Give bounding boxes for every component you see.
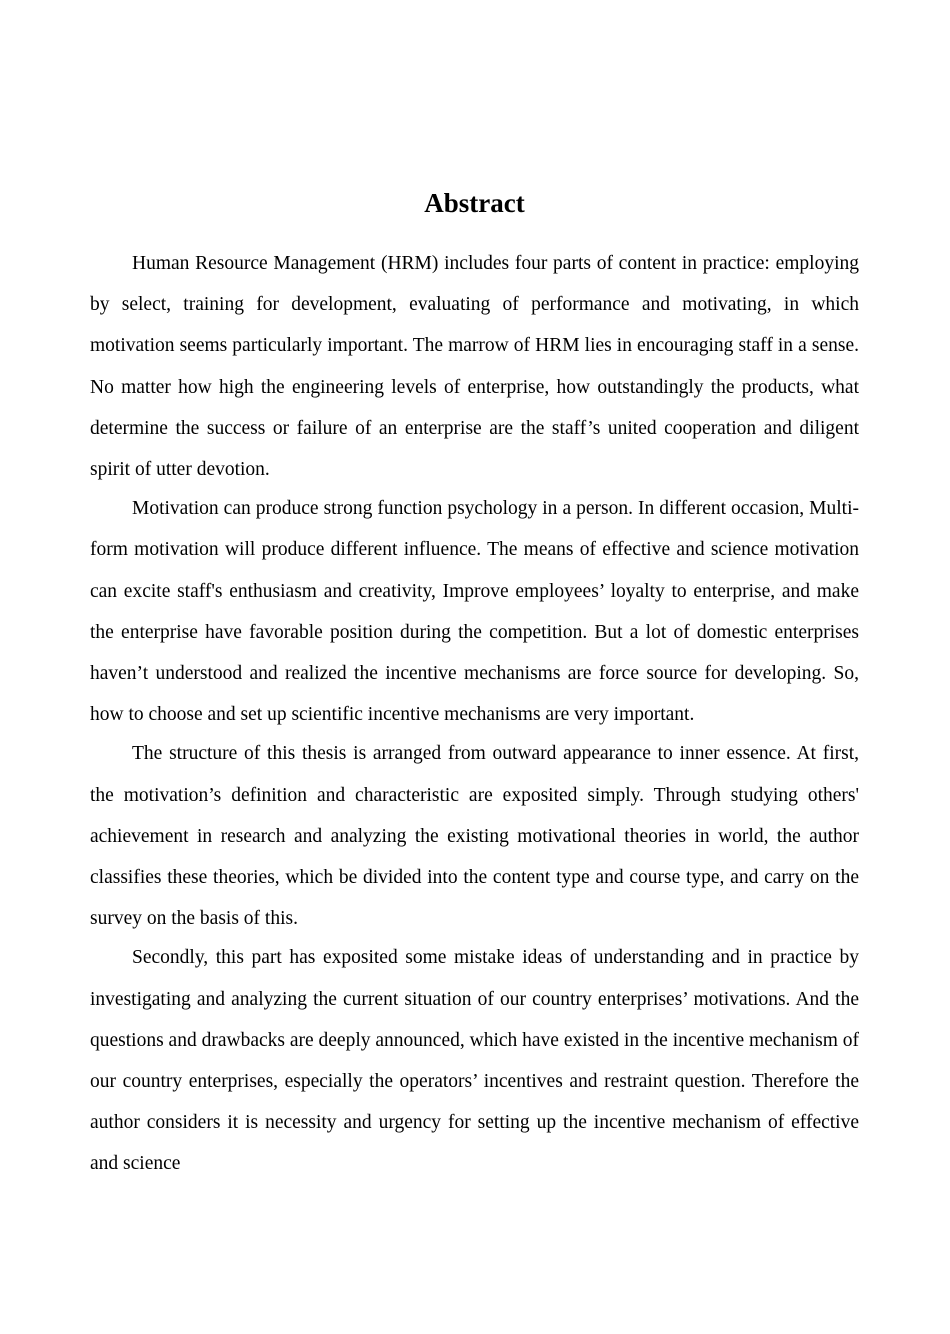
abstract-paragraph-1: Human Resource Management (HRM) includes four parts of content in practice: employing by select, training for development, evaluating of performance and motivating, in which motivation seems particularly important. The marrow of HRM lies in encouraging staff in a sense. No matter how high the engineering levels of enterprise, how outstandingly the products, what determine the success or failure of an enterprise are the staff’s united cooperation and diligent spirit of utter devotion. xyxy=(90,253,859,481)
abstract-paragraph-3: The structure of this thesis is arranged from outward appearance to inner essence. At first, the motivation’s definition and characteristic are exposited simply. Through studying others' achievement in research and analyzing the existing motivational theories in world, the author classifies these theories, which be divided into the content type and course type, and carry on the survey on the basis of this. xyxy=(90,743,859,930)
abstract-paragraph-4: Secondly, this part has exposited some mistake ideas of understanding and in practice by investigating and analyzing the current situation of our country enterprises’ motivations. And the questions and drawbacks are deeply announced, which have existed in the incentive mechanism of our country enterprises, especially the operators’ incentives and restraint question. Therefore the author considers it is necessity and urgency for setting up the incentive mechanism of effective and science xyxy=(90,947,859,1175)
document-page xyxy=(90,185,859,1183)
page-title: Abstract xyxy=(424,188,525,218)
abstract-paragraph-2: Motivation can produce strong function psychology in a person. In different occasion, Multi-form motivation will produce different influence. The means of effective and science motivation can excite staff's enthusiasm and creativity, Improve employees’ loyalty to enterprise, and make the enterprise have favorable position during the competition. But a lot of domestic enterprises haven’t understood and realized the incentive mechanisms are force source for developing. So, how to choose and set up scientific incentive mechanisms are very important. xyxy=(90,498,859,726)
